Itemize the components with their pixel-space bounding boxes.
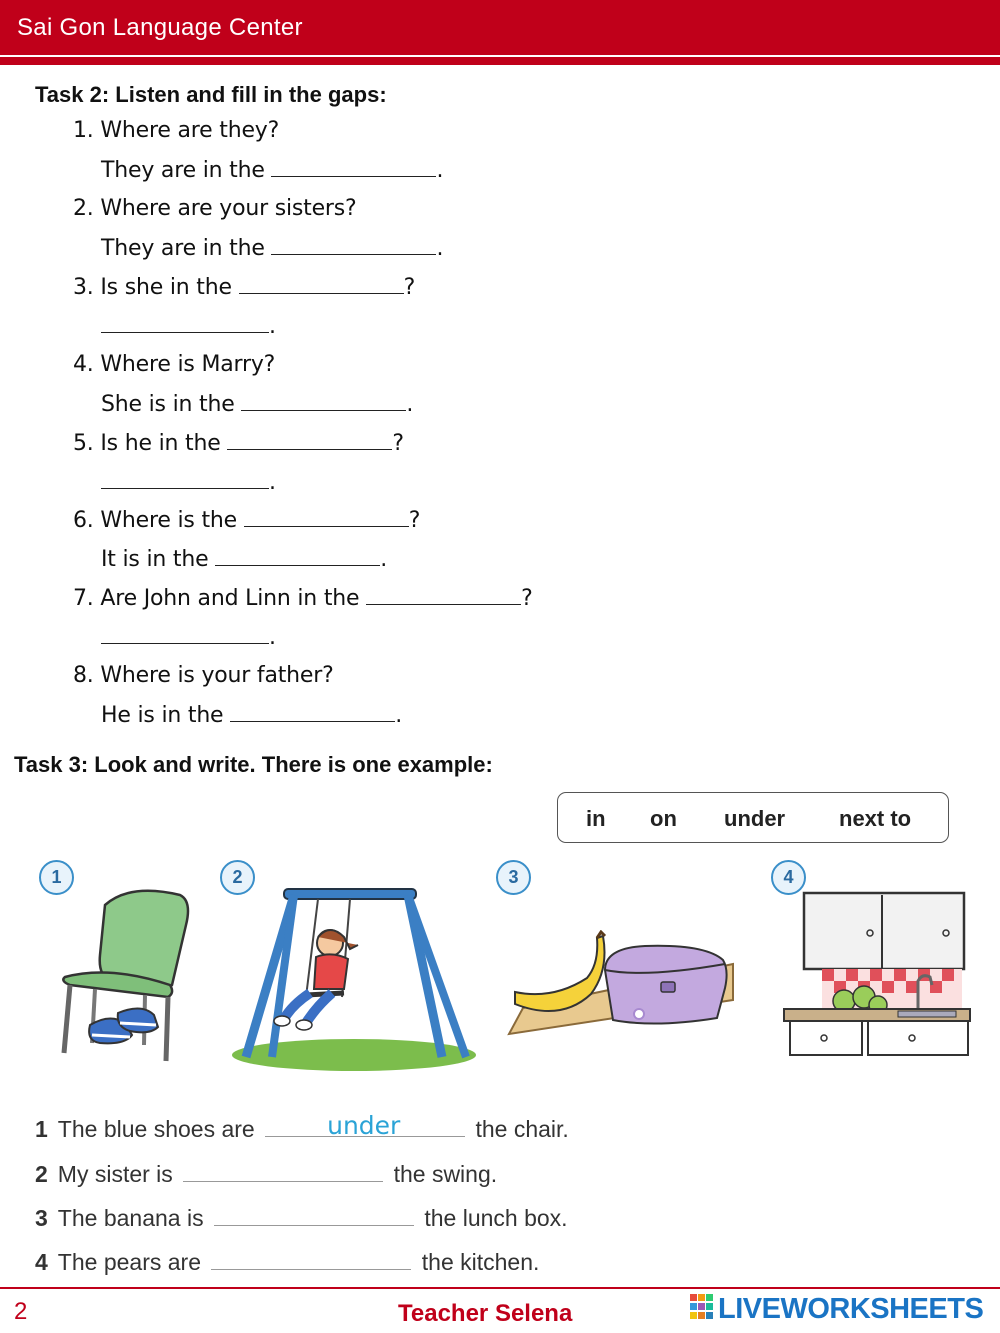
- gap-input[interactable]: [101, 624, 269, 644]
- task3-title: Task 3: Look and write. There is one example:: [14, 752, 493, 777]
- kitchen-illustration: [782, 885, 972, 1065]
- task2-a6: It is in the .: [101, 547, 388, 572]
- task2-a8: He is in the .: [101, 703, 402, 728]
- answer-input[interactable]: [214, 1204, 414, 1226]
- page-number: 2: [14, 1298, 28, 1325]
- task2-a4: She is in the .: [101, 392, 414, 417]
- word-next-to: next to: [839, 806, 912, 831]
- gap-input[interactable]: [230, 702, 395, 722]
- banana-lunchbox-illustration: [505, 930, 735, 1045]
- gap-input[interactable]: [101, 469, 269, 489]
- gap-input[interactable]: [271, 235, 436, 255]
- task3-sentence-2: 2 My sister is the swing.: [35, 1161, 498, 1187]
- gap-input[interactable]: [227, 430, 392, 450]
- gap-input[interactable]: [366, 585, 521, 605]
- task2-q4: 4. Where is Marry?: [73, 352, 276, 377]
- task2-q1: 1. Where are they?: [73, 118, 280, 143]
- footer-divider: [0, 1287, 1000, 1289]
- header-divider: [0, 57, 1000, 65]
- word-bank: [557, 792, 949, 843]
- chair-shoes-illustration: [50, 885, 200, 1075]
- gap-input[interactable]: [241, 391, 406, 411]
- task3-sentence-1: 1 The blue shoes are under the chair.: [35, 1111, 569, 1142]
- task2-a1: They are in the .: [101, 158, 444, 183]
- gap-input[interactable]: [101, 313, 269, 333]
- answer-input[interactable]: [183, 1160, 383, 1182]
- picture-number-badge: 4: [771, 860, 806, 895]
- picture-number-badge: 1: [39, 860, 74, 895]
- task2-q7: 7. Are John and Linn in the ?: [73, 586, 533, 611]
- header-bar: [0, 0, 1000, 55]
- answer-input[interactable]: [265, 1111, 465, 1140]
- gap-input[interactable]: [244, 507, 409, 527]
- liveworksheets-brand: LIVEWORKSHEETS: [718, 1293, 984, 1325]
- word-on: on: [650, 806, 677, 831]
- task2-q5: 5. Is he in the ?: [73, 431, 404, 456]
- task2-a2: They are in the .: [101, 236, 444, 261]
- task2-q6: 6. Where is the ?: [73, 508, 421, 533]
- picture-number-badge: 3: [496, 860, 531, 895]
- gap-input[interactable]: [215, 546, 380, 566]
- answer-input[interactable]: [211, 1248, 411, 1270]
- gap-input[interactable]: [239, 274, 404, 294]
- task2-q8: 8. Where is your father?: [73, 663, 334, 688]
- task3-sentence-3: 3 The banana is the lunch box.: [35, 1205, 568, 1231]
- liveworksheets-logo-icon: [690, 1294, 714, 1320]
- task2-a7: .: [101, 624, 276, 650]
- task2-q2: 2. Where are your sisters?: [73, 196, 357, 221]
- swing-illustration: [232, 885, 477, 1075]
- task2-a5: .: [101, 469, 276, 495]
- gap-input[interactable]: [271, 157, 436, 177]
- task3-sentence-4: 4 The pears are the kitchen.: [35, 1249, 540, 1275]
- teacher-name: Teacher Selena: [398, 1300, 573, 1327]
- word-under: under: [724, 806, 786, 831]
- task2-a3: .: [101, 313, 276, 339]
- task2-title: Task 2: Listen and fill in the gaps:: [35, 82, 387, 107]
- word-in: in: [586, 806, 606, 831]
- picture-number-badge: 2: [220, 860, 255, 895]
- center-name: Sai Gon Language Center: [17, 14, 303, 41]
- task2-q3: 3. Is she in the ?: [73, 275, 416, 300]
- example-answer: under: [327, 1111, 401, 1140]
